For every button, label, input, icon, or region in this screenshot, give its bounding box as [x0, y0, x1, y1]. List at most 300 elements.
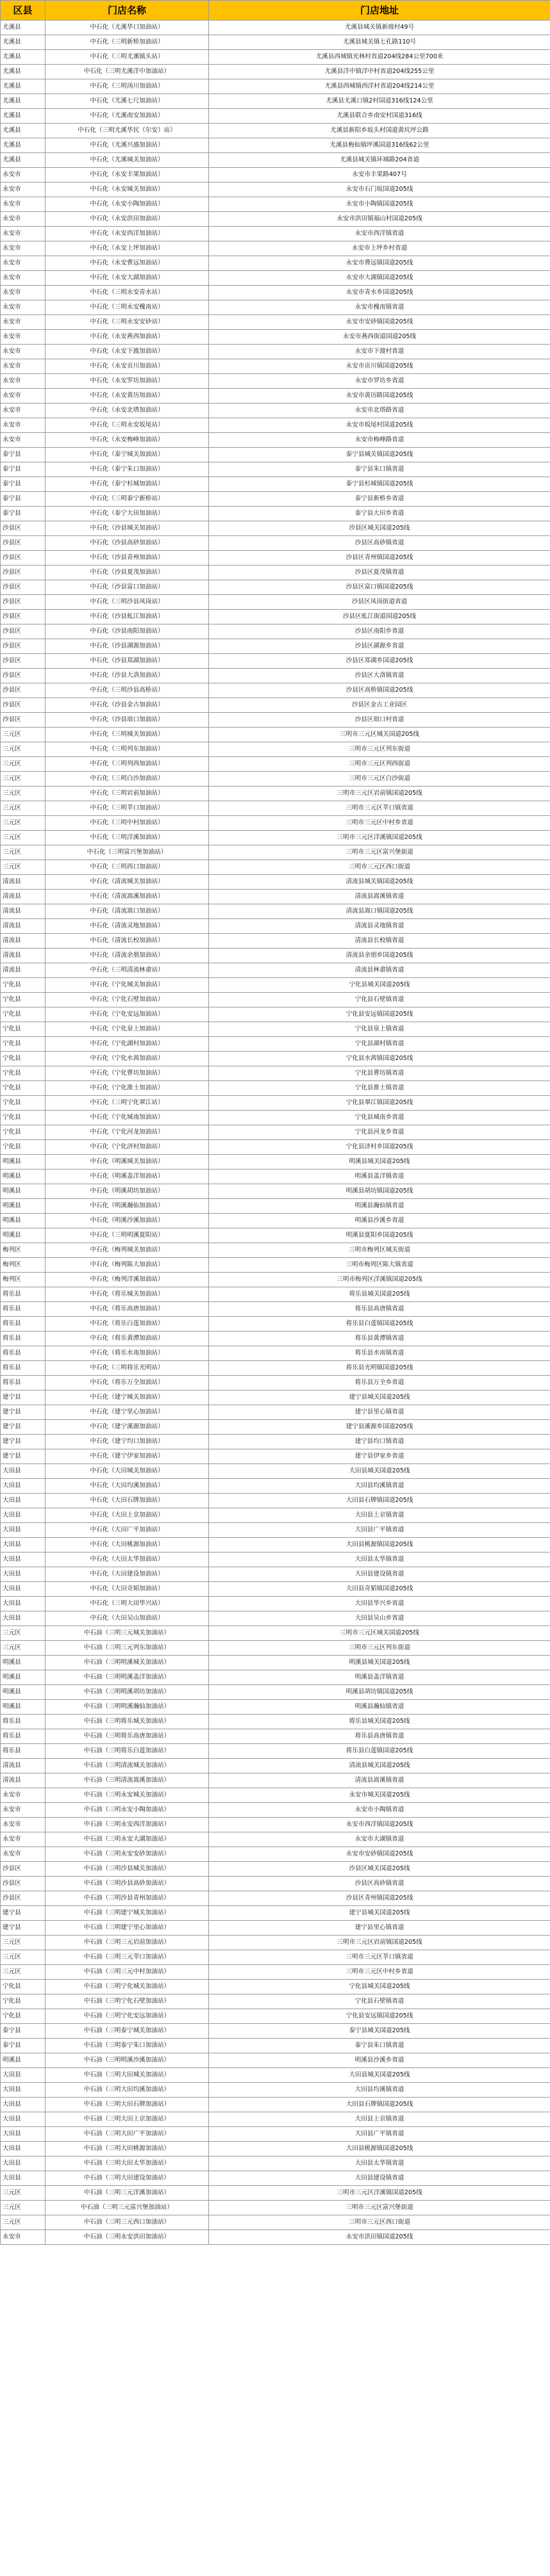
cell-store-name: 中石化（永安丰果加油站）	[46, 168, 209, 183]
table-row	[1, 1626, 550, 1641]
table-row	[1, 1317, 550, 1332]
cell-store-name: 中石化（清流余朋加油站）	[46, 949, 209, 963]
table-row	[1, 433, 550, 448]
cell-store-address: 明溪县盖洋镇省道	[209, 1170, 550, 1184]
cell-district: 沙县区	[1, 1877, 46, 1891]
cell-store-address: 永安市洪田镇福山村国道205线	[209, 212, 550, 227]
cell-district: 宁化县	[1, 1066, 46, 1081]
cell-store-address: 将乐县水南镇省道	[209, 1346, 550, 1361]
cell-store-address: 沙县区青州镇国道205线	[209, 1891, 550, 1906]
cell-store-address: 将乐县高唐镇省道	[209, 1729, 550, 1744]
cell-district: 大田县	[1, 1611, 46, 1626]
cell-district: 宁化县	[1, 1096, 46, 1111]
cell-district: 泰宁县	[1, 492, 46, 507]
cell-store-name: 中石化（沙县湖源加油站）	[46, 639, 209, 654]
table-row	[1, 2083, 550, 2098]
cell-store-address: 将乐县城关国道205线	[209, 1715, 550, 1729]
cell-store-address: 沙县区凤岗街道省道	[209, 595, 550, 610]
cell-district: 明溪县	[1, 2053, 46, 2068]
cell-store-name: 中石油（三明沙县青州加油站）	[46, 1891, 209, 1906]
cell-store-name: 中石化（宁化石壁加油站）	[46, 993, 209, 1007]
cell-district: 三元区	[1, 2215, 46, 2230]
table-row	[1, 1862, 550, 1877]
cell-store-address: 泰宁县城关国道205线	[209, 2024, 550, 2039]
table-row	[1, 845, 550, 860]
cell-district: 建宁县	[1, 1921, 46, 1936]
cell-district: 大田县	[1, 2156, 46, 2171]
table-row	[1, 536, 550, 551]
cell-store-address: 三明市梅列区洋溪镇国道205线	[209, 1273, 550, 1287]
table-row	[1, 477, 550, 492]
cell-district: 永安市	[1, 315, 46, 330]
cell-district: 明溪县	[1, 1170, 46, 1184]
table-row	[1, 1170, 550, 1184]
cell-store-address: 永安市石门坂国道205线	[209, 183, 550, 197]
cell-store-address: 大田县桃源镇国道205线	[209, 2142, 550, 2156]
table-row	[1, 2009, 550, 2024]
cell-store-name: 中石化（泰宁朱口加油站）	[46, 462, 209, 477]
cell-district: 永安市	[1, 300, 46, 315]
cell-store-name: 中石化（三明尤溪洋中加油站）	[46, 65, 209, 79]
cell-store-address: 沙县区琅口村省道	[209, 713, 550, 728]
table-row	[1, 1140, 550, 1155]
cell-district: 将乐县	[1, 1317, 46, 1332]
table-row	[1, 241, 550, 256]
cell-district: 永安市	[1, 374, 46, 389]
table-row	[1, 2024, 550, 2039]
table-row	[1, 683, 550, 698]
cell-store-name: 中石化（将乐水南加油站）	[46, 1346, 209, 1361]
cell-store-name: 中石油（三明永安大湖加油站）	[46, 1832, 209, 1847]
cell-store-name: 中石化（三明白沙加油站）	[46, 772, 209, 787]
cell-store-address: 三明市三元区富兴堡街道	[209, 845, 550, 860]
table-row	[1, 1007, 550, 1022]
cell-district: 永安市	[1, 271, 46, 286]
cell-store-name: 中石化（梅列城关加油站）	[46, 1243, 209, 1258]
cell-store-address: 将乐县黄潭镇省道	[209, 1332, 550, 1346]
cell-store-address: 清流县灵地镇省道	[209, 919, 550, 934]
cell-store-name: 中石化（将乐城关加油站）	[46, 1287, 209, 1302]
cell-store-name: 中石化（永安洪田加油站）	[46, 212, 209, 227]
cell-store-name: 中石化（宁化泉上加油站）	[46, 1022, 209, 1037]
table-row	[1, 1052, 550, 1066]
cell-store-name: 中石化（清流嵩溪加油站）	[46, 890, 209, 904]
cell-store-address: 大田县石牌镇国道205线	[209, 1494, 550, 1508]
cell-store-name: 中石化（三明沙县高桥站）	[46, 683, 209, 698]
cell-store-name: 中石化（三明永安青水站）	[46, 286, 209, 300]
header-district: 区县	[1, 1, 46, 20]
cell-district: 宁化县	[1, 1111, 46, 1125]
cell-store-name: 中石化（三明宁化翠江站）	[46, 1096, 209, 1111]
cell-district: 清流县	[1, 875, 46, 890]
cell-store-address: 建宁县里心镇省道	[209, 1405, 550, 1420]
cell-store-name: 中石油（三明泰宁城关加油站）	[46, 2024, 209, 2039]
cell-store-name: 中石油（三明将乐高唐加油站）	[46, 1729, 209, 1744]
cell-district: 将乐县	[1, 1302, 46, 1317]
cell-district: 明溪县	[1, 1214, 46, 1228]
cell-district: 将乐县	[1, 1376, 46, 1390]
cell-district: 尤溪县	[1, 124, 46, 138]
cell-store-name: 中石化（三明沙县凤岗站）	[46, 595, 209, 610]
cell-store-name: 中石油（三明大田广平加油站）	[46, 2127, 209, 2142]
cell-store-address: 三明市三元区中村乡省道	[209, 816, 550, 831]
cell-district: 大田县	[1, 2112, 46, 2127]
cell-store-address: 永安市安砂镇国道205线	[209, 315, 550, 330]
cell-district: 永安市	[1, 1832, 46, 1847]
cell-store-address: 建宁县里心镇省道	[209, 1921, 550, 1936]
cell-store-address: 尤溪县城关镇七孔路110号	[209, 35, 550, 50]
table-row	[1, 492, 550, 507]
table-row	[1, 1111, 550, 1125]
cell-store-address: 尤溪县联合乡南安村国道316线	[209, 109, 550, 124]
table-row	[1, 1066, 550, 1081]
cell-store-address: 永安市丰果路407号	[209, 168, 550, 183]
table-row	[1, 1877, 550, 1891]
cell-store-address: 永安市西洋镇省道	[209, 227, 550, 241]
cell-district: 大田县	[1, 1567, 46, 1582]
cell-store-name: 中石化（明溪瀚仙加油站）	[46, 1199, 209, 1214]
cell-store-address: 宁化县翠江镇国道205线	[209, 1096, 550, 1111]
cell-store-address: 沙县区大洛镇省道	[209, 669, 550, 683]
table-row	[1, 521, 550, 536]
cell-store-address: 大田县城关国道205线	[209, 2068, 550, 2083]
cell-store-address: 三明市三元区西口街道	[209, 2215, 550, 2230]
cell-store-address: 三明市三元区岩前镇国道205线	[209, 787, 550, 801]
cell-district: 大田县	[1, 1553, 46, 1567]
table-row	[1, 669, 550, 683]
cell-store-name: 中石化（永安曹远加油站）	[46, 256, 209, 271]
cell-store-name: 中石化（沙县夏茂加油站）	[46, 566, 209, 580]
table-row	[1, 1508, 550, 1523]
cell-store-name: 中石油（三明沙县城关加油站）	[46, 1862, 209, 1877]
cell-district: 泰宁县	[1, 448, 46, 462]
cell-store-address: 泰宁县城关镇国道205线	[209, 448, 550, 462]
cell-district: 尤溪县	[1, 138, 46, 153]
cell-store-address: 大田县广平镇省道	[209, 2127, 550, 2142]
cell-store-name: 中石油（三明永安城关加油站）	[46, 1788, 209, 1803]
cell-store-name: 中石油（三明三元岩前加油站）	[46, 1936, 209, 1950]
cell-store-name: 中石油（三明大田太华加油站）	[46, 2156, 209, 2171]
table-row	[1, 1346, 550, 1361]
cell-district: 建宁县	[1, 1390, 46, 1405]
cell-district: 三元区	[1, 1936, 46, 1950]
cell-store-name: 中石化（将乐白莲加油站）	[46, 1317, 209, 1332]
cell-district: 尤溪县	[1, 79, 46, 94]
cell-store-address: 沙县区青州镇国道205线	[209, 551, 550, 566]
cell-store-name: 中石油（三明三元中村加油站）	[46, 1965, 209, 1980]
header-store-address: 门店地址	[209, 1, 550, 20]
cell-store-name: 中石油（三明清流城关加油站）	[46, 1759, 209, 1773]
table-row	[1, 728, 550, 742]
cell-district: 永安市	[1, 227, 46, 241]
cell-store-address: 永安市北塔路省道	[209, 404, 550, 418]
cell-store-address: 沙县区高砂镇省道	[209, 536, 550, 551]
table-row	[1, 713, 550, 728]
cell-store-name: 中石油（三明明溪城关加油站）	[46, 1656, 209, 1670]
cell-store-name: 中石油（三明建宁城关加油站）	[46, 1906, 209, 1921]
cell-district: 宁化县	[1, 993, 46, 1007]
table-row	[1, 1022, 550, 1037]
cell-store-address: 尤溪县城关镇新坡村49号	[209, 20, 550, 35]
cell-store-name: 中石化（建宁溪源加油站）	[46, 1420, 209, 1435]
cell-district: 尤溪县	[1, 153, 46, 168]
cell-store-address: 永安市坂尾村国道205线	[209, 418, 550, 433]
table-row	[1, 698, 550, 713]
cell-store-address: 大田县建设镇省道	[209, 1567, 550, 1582]
table-row	[1, 1936, 550, 1950]
cell-district: 将乐县	[1, 1332, 46, 1346]
table-row	[1, 2068, 550, 2083]
cell-district: 三元区	[1, 1626, 46, 1641]
cell-district: 大田县	[1, 1597, 46, 1611]
cell-district: 大田县	[1, 2142, 46, 2156]
cell-store-name: 中石化（三明将乐光明站）	[46, 1361, 209, 1376]
cell-district: 明溪县	[1, 1656, 46, 1670]
cell-district: 三元区	[1, 1965, 46, 1980]
table-row	[1, 595, 550, 610]
table-row	[1, 168, 550, 183]
cell-store-address: 三明市梅列区城关街道	[209, 1243, 550, 1258]
table-row	[1, 978, 550, 993]
table-row	[1, 2215, 550, 2230]
cell-store-name: 中石化（宁化曹坊加油站）	[46, 1066, 209, 1081]
cell-store-address: 将乐县光明镇国道205线	[209, 1361, 550, 1376]
cell-store-address: 建宁县城关国道205线	[209, 1390, 550, 1405]
cell-store-name: 中石油（三明泰宁朱口加油站）	[46, 2039, 209, 2053]
table-row	[1, 890, 550, 904]
cell-store-name: 中石化（宁化城关加油站）	[46, 978, 209, 993]
cell-district: 沙县区	[1, 669, 46, 683]
cell-store-name: 中石油（三明三元列东加油站）	[46, 1641, 209, 1656]
table-row	[1, 1243, 550, 1258]
table-row	[1, 448, 550, 462]
cell-district: 清流县	[1, 949, 46, 963]
cell-district: 梅列区	[1, 1243, 46, 1258]
cell-district: 大田县	[1, 1508, 46, 1523]
cell-store-name: 中石化（沙县高砂加油站）	[46, 536, 209, 551]
cell-district: 建宁县	[1, 1449, 46, 1464]
table-row	[1, 1449, 550, 1464]
cell-store-address: 大田县均溪镇省道	[209, 2083, 550, 2098]
cell-store-name: 中石化（沙县琅口加油站）	[46, 713, 209, 728]
table-row	[1, 1582, 550, 1597]
cell-store-address: 清流县余朋乡国道205线	[209, 949, 550, 963]
cell-district: 永安市	[1, 197, 46, 212]
table-row	[1, 1773, 550, 1788]
table-row	[1, 1361, 550, 1376]
cell-district: 沙县区	[1, 1891, 46, 1906]
cell-store-address: 永安市小陶镇省道	[209, 1803, 550, 1818]
cell-store-name: 中石化（清流灵地加油站）	[46, 919, 209, 934]
table-row	[1, 1700, 550, 1715]
cell-store-name: 中石化（清流城关加油站）	[46, 875, 209, 890]
cell-district: 沙县区	[1, 551, 46, 566]
cell-store-name: 中石化（永安上坪加油站）	[46, 241, 209, 256]
cell-district: 清流县	[1, 934, 46, 949]
table-row	[1, 1494, 550, 1508]
table-row	[1, 271, 550, 286]
cell-district: 尤溪县	[1, 20, 46, 35]
cell-store-name: 中石油（三明宁化石壁加油站）	[46, 1994, 209, 2009]
cell-store-address: 三明市三元区列东街道	[209, 742, 550, 757]
cell-store-address: 泰宁县朱口镇省道	[209, 2039, 550, 2053]
cell-store-address: 明溪县夏阳乡国道205线	[209, 1228, 550, 1243]
cell-store-address: 三明市三元区白沙街道	[209, 772, 550, 787]
cell-district: 宁化县	[1, 1140, 46, 1155]
cell-district: 沙县区	[1, 536, 46, 551]
cell-district: 将乐县	[1, 1346, 46, 1361]
cell-district: 宁化县	[1, 2009, 46, 2024]
cell-store-name: 中石油（三明三元城关加油站）	[46, 1626, 209, 1641]
table-row	[1, 904, 550, 919]
cell-district: 永安市	[1, 168, 46, 183]
cell-store-name: 中石油（三明大田石牌加油站）	[46, 2098, 209, 2112]
cell-store-address: 永安市洪田镇国道205线	[209, 2230, 550, 2245]
cell-store-address: 三明市三元区洋溪镇国道205线	[209, 2186, 550, 2201]
cell-store-address: 宁化县泉上镇省道	[209, 1022, 550, 1037]
cell-store-address: 泰宁县新桥乡省道	[209, 492, 550, 507]
table-row	[1, 1096, 550, 1111]
header-row	[1, 1, 550, 20]
cell-store-address: 尤溪县尤溪口镇2村国道316线124公里	[209, 94, 550, 109]
cell-store-name: 中石化（大田桃源加油站）	[46, 1538, 209, 1553]
cell-store-address: 宁化县城南乡省道	[209, 1111, 550, 1125]
cell-store-address: 永安市上坪乡村省道	[209, 241, 550, 256]
cell-district: 尤溪县	[1, 109, 46, 124]
cell-district: 建宁县	[1, 1906, 46, 1921]
table-row	[1, 1405, 550, 1420]
cell-district: 永安市	[1, 183, 46, 197]
table-row	[1, 1950, 550, 1965]
table-row	[1, 1228, 550, 1243]
cell-district: 沙县区	[1, 566, 46, 580]
cell-store-address: 明溪县盖洋镇省道	[209, 1670, 550, 1685]
table-row	[1, 1302, 550, 1317]
cell-store-address: 永安市贡川镇国道205线	[209, 359, 550, 374]
cell-district: 沙县区	[1, 1862, 46, 1877]
table-row	[1, 197, 550, 212]
cell-district: 沙县区	[1, 698, 46, 713]
table-row	[1, 1847, 550, 1862]
table-row	[1, 1538, 550, 1553]
cell-store-address: 建宁县城关国道205线	[209, 1906, 550, 1921]
cell-store-name: 中石化（宁化城南加油站）	[46, 1111, 209, 1125]
cell-district: 将乐县	[1, 1715, 46, 1729]
cell-store-address: 宁化县济村乡国道205线	[209, 1140, 550, 1155]
cell-store-name: 中石化（沙县南阳加油站）	[46, 624, 209, 639]
table-row	[1, 1420, 550, 1435]
table-row	[1, 1685, 550, 1700]
table-row	[1, 934, 550, 949]
table-row	[1, 1258, 550, 1273]
table-row	[1, 212, 550, 227]
table-row	[1, 1479, 550, 1494]
cell-store-address: 三明市三元区西口街道	[209, 860, 550, 875]
table-row	[1, 1184, 550, 1199]
cell-store-name: 中石化（将乐高唐加油站）	[46, 1302, 209, 1317]
cell-store-address: 沙县区城关国道205线	[209, 1862, 550, 1877]
cell-district: 清流县	[1, 890, 46, 904]
cell-store-name: 中石化（永安城关加油站）	[46, 183, 209, 197]
cell-district: 沙县区	[1, 580, 46, 595]
cell-store-name: 中石化（三明列西加油站）	[46, 757, 209, 772]
table-row	[1, 2230, 550, 2245]
cell-store-name: 中石化（大田上京加油站）	[46, 1508, 209, 1523]
cell-store-address: 尤溪县梅仙镇坪溪国道316线62公里	[209, 138, 550, 153]
cell-store-name: 中石化（三明中村加油站）	[46, 816, 209, 831]
cell-district: 沙县区	[1, 610, 46, 624]
cell-store-address: 永安市黄历路国道205线	[209, 389, 550, 404]
cell-district: 三元区	[1, 787, 46, 801]
cell-store-name: 中石油（三明永安西洋加油站）	[46, 1818, 209, 1832]
cell-store-address: 沙县区郑湖乡国道205线	[209, 654, 550, 669]
cell-store-name: 中石化（沙县城关加油站）	[46, 521, 209, 536]
cell-district: 宁化县	[1, 1052, 46, 1066]
cell-district: 尤溪县	[1, 94, 46, 109]
table-row	[1, 2156, 550, 2171]
cell-store-name: 中石化（沙县虬江加油站）	[46, 610, 209, 624]
cell-store-name: 中石化（大田吴山加油站）	[46, 1611, 209, 1626]
cell-store-address: 大田县奇韬镇国道205线	[209, 1582, 550, 1597]
cell-district: 三元区	[1, 845, 46, 860]
cell-store-address: 永安市安砂镇国道205线	[209, 1847, 550, 1862]
cell-district: 永安市	[1, 1788, 46, 1803]
cell-store-name: 中石化（宁化安远加油站）	[46, 1007, 209, 1022]
cell-store-address: 宁化县安远镇国道205线	[209, 2009, 550, 2024]
cell-district: 泰宁县	[1, 507, 46, 521]
cell-store-address: 大田县上京镇省道	[209, 2112, 550, 2127]
cell-store-address: 沙县区南阳乡省道	[209, 624, 550, 639]
cell-district: 宁化县	[1, 1022, 46, 1037]
cell-store-name: 中石化（明溪胡坊加油站）	[46, 1184, 209, 1199]
table-row	[1, 1759, 550, 1773]
cell-district: 明溪县	[1, 1155, 46, 1170]
cell-store-address: 将乐县高唐镇省道	[209, 1302, 550, 1317]
cell-district: 泰宁县	[1, 2024, 46, 2039]
table-row	[1, 624, 550, 639]
table-row	[1, 610, 550, 624]
cell-district: 清流县	[1, 904, 46, 919]
cell-district: 永安市	[1, 418, 46, 433]
cell-district: 大田县	[1, 2098, 46, 2112]
cell-store-name: 中石化（三明列东加油站）	[46, 742, 209, 757]
cell-district: 三元区	[1, 801, 46, 816]
cell-store-name: 中石化（三明城关加油站）	[46, 728, 209, 742]
cell-store-address: 大田县吴山乡省道	[209, 1611, 550, 1626]
cell-district: 三元区	[1, 816, 46, 831]
cell-store-name: 中石化（永安大湖加油站）	[46, 271, 209, 286]
table-row	[1, 20, 550, 35]
cell-store-address: 永安市槐南镇省道	[209, 300, 550, 315]
cell-store-address: 明溪县胡坊镇国道205线	[209, 1184, 550, 1199]
cell-store-address: 永安市梅峰路省道	[209, 433, 550, 448]
table-row	[1, 2098, 550, 2112]
cell-store-address: 宁化县湖村镇省道	[209, 1037, 550, 1052]
cell-store-address: 尤溪县新阳乡坂头村国道黄坑坪公路	[209, 124, 550, 138]
cell-district: 大田县	[1, 1538, 46, 1553]
table-row	[1, 1464, 550, 1479]
cell-store-address: 将乐县白莲镇国道205线	[209, 1744, 550, 1759]
cell-district: 三元区	[1, 772, 46, 787]
cell-district: 宁化县	[1, 1081, 46, 1096]
cell-store-name: 中石化（三明清流林畲站）	[46, 963, 209, 978]
cell-store-name: 中石化（三明新桥加油站）	[46, 35, 209, 50]
cell-store-name: 中石化（三明富兴堡加油站）	[46, 845, 209, 860]
cell-store-name: 中石油（三明明溪沙溪加油站）	[46, 2053, 209, 2068]
cell-store-name: 中石化（永安贡川加油站）	[46, 359, 209, 374]
table-row	[1, 1332, 550, 1346]
cell-district: 清流县	[1, 1773, 46, 1788]
